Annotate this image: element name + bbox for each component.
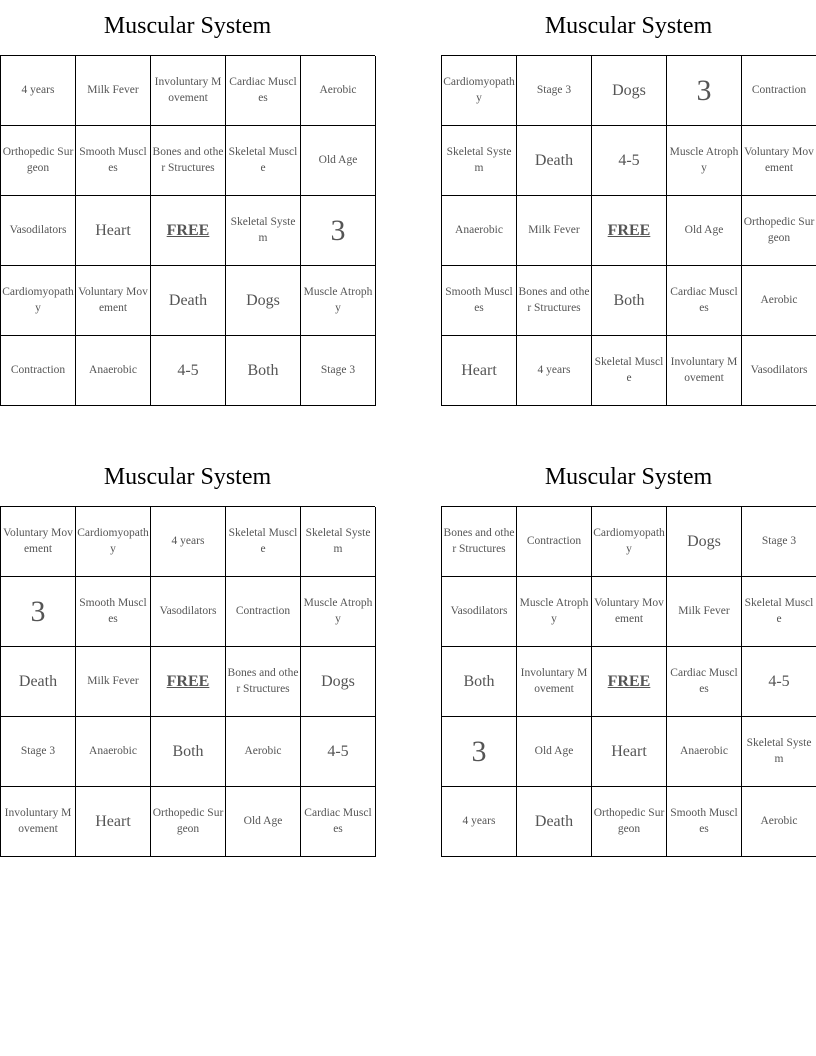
bingo-cell: Stage 3 — [517, 56, 592, 126]
bingo-cell: Skeletal Muscle — [226, 126, 301, 196]
bingo-cell: Both — [592, 266, 667, 336]
bingo-cell: Dogs — [226, 266, 301, 336]
bingo-grid — [441, 55, 816, 406]
bingo-cell: Skeletal System — [301, 507, 376, 577]
bingo-cell: 3 — [301, 196, 376, 266]
bingo-cell: Milk Fever — [76, 647, 151, 717]
bingo-cell: Orthopedic Surgeon — [1, 126, 76, 196]
bingo-cell: Stage 3 — [1, 717, 76, 787]
bingo-cell: Aerobic — [301, 56, 376, 126]
bingo-cell: Voluntary Movement — [592, 577, 667, 647]
bingo-cell: Involuntary Movement — [517, 647, 592, 717]
bingo-cell: 4-5 — [742, 647, 816, 717]
bingo-cell: Death — [151, 266, 226, 336]
bingo-cell: Cardiac Muscles — [667, 266, 742, 336]
bingo-cell: Milk Fever — [667, 577, 742, 647]
bingo-cell: Skeletal Muscle — [226, 507, 301, 577]
card-title: Muscular System — [544, 13, 713, 39]
bingo-cell: Bones and other Structures — [442, 507, 517, 577]
bingo-cell: Both — [151, 717, 226, 787]
bingo-cell: Muscle Atrophy — [517, 577, 592, 647]
bingo-grid — [0, 55, 375, 406]
bingo-cell: Heart — [76, 196, 151, 266]
bingo-cell: Orthopedic Surgeon — [151, 787, 226, 857]
bingo-cell: Anaerobic — [76, 336, 151, 406]
bingo-cell: Stage 3 — [742, 507, 816, 577]
bingo-cell: Voluntary Movement — [76, 266, 151, 336]
card-title: Muscular System — [103, 13, 272, 39]
bingo-cell: Dogs — [667, 507, 742, 577]
bingo-cell: 3 — [442, 717, 517, 787]
bingo-cell: Anaerobic — [76, 717, 151, 787]
bingo-cell: Vasodilators — [442, 577, 517, 647]
bingo-cell: 4 years — [151, 507, 226, 577]
bingo-cell: Skeletal System — [226, 196, 301, 266]
card-title: Muscular System — [103, 464, 272, 490]
bingo-cell: 3 — [1, 577, 76, 647]
bingo-cell: Bones and other Structures — [151, 126, 226, 196]
bingo-cell: Skeletal System — [742, 717, 816, 787]
free-space-cell: FREE — [151, 196, 226, 266]
bingo-cell: 4-5 — [301, 717, 376, 787]
bingo-cell: Cardiomyopathy — [442, 56, 517, 126]
bingo-cell: 4 years — [1, 56, 76, 126]
bingo-cell: Skeletal System — [442, 126, 517, 196]
bingo-cell: 3 — [667, 56, 742, 126]
bingo-cell: Smooth Muscles — [76, 126, 151, 196]
bingo-cell: Contraction — [742, 56, 816, 126]
bingo-cell: Stage 3 — [301, 336, 376, 406]
free-space-cell: FREE — [592, 196, 667, 266]
bingo-cell: Milk Fever — [76, 56, 151, 126]
bingo-cell: Cardiomyopathy — [1, 266, 76, 336]
bingo-cell: Cardiac Muscles — [301, 787, 376, 857]
bingo-cell: Smooth Muscles — [76, 577, 151, 647]
bingo-cell: Smooth Muscles — [667, 787, 742, 857]
bingo-cell: Orthopedic Surgeon — [592, 787, 667, 857]
bingo-card-2 — [441, 0, 816, 406]
bingo-cell: Orthopedic Surgeon — [742, 196, 816, 266]
bingo-cell: Cardiac Muscles — [667, 647, 742, 717]
bingo-cell: Old Age — [667, 196, 742, 266]
bingo-cell: Skeletal Muscle — [742, 577, 816, 647]
bingo-cell: Vasodilators — [742, 336, 816, 406]
bingo-cell: Cardiac Muscles — [226, 56, 301, 126]
bingo-cell: 4 years — [442, 787, 517, 857]
bingo-cell: Old Age — [226, 787, 301, 857]
bingo-cell: Death — [517, 126, 592, 196]
bingo-cell: Both — [226, 336, 301, 406]
bingo-cell: Muscle Atrophy — [301, 266, 376, 336]
bingo-cell: Vasodilators — [1, 196, 76, 266]
bingo-cell: Contraction — [1, 336, 76, 406]
card-title: Muscular System — [544, 464, 713, 490]
bingo-cell: Heart — [442, 336, 517, 406]
bingo-cell: Heart — [592, 717, 667, 787]
bingo-cell: Skeletal Muscle — [592, 336, 667, 406]
bingo-cell: Heart — [76, 787, 151, 857]
bingo-cell: Milk Fever — [517, 196, 592, 266]
bingo-cell: Voluntary Movement — [1, 507, 76, 577]
bingo-cell: Muscle Atrophy — [301, 577, 376, 647]
bingo-cell: Old Age — [301, 126, 376, 196]
bingo-cell: Vasodilators — [151, 577, 226, 647]
bingo-cell: Both — [442, 647, 517, 717]
bingo-cell: 4 years — [517, 336, 592, 406]
bingo-cell: Aerobic — [742, 787, 816, 857]
bingo-cell: Dogs — [592, 56, 667, 126]
bingo-grid — [441, 506, 816, 857]
bingo-cell: Cardiomyopathy — [76, 507, 151, 577]
bingo-cell: Involuntary Movement — [151, 56, 226, 126]
bingo-cell: Bones and other Structures — [226, 647, 301, 717]
bingo-grid — [0, 506, 375, 857]
bingo-cell: Anaerobic — [442, 196, 517, 266]
bingo-cell: Death — [1, 647, 76, 717]
bingo-cell: Muscle Atrophy — [667, 126, 742, 196]
bingo-cell: 4-5 — [592, 126, 667, 196]
free-space-cell: FREE — [592, 647, 667, 717]
bingo-cell: Bones and other Structures — [517, 266, 592, 336]
bingo-cell: Anaerobic — [667, 717, 742, 787]
bingo-cell: Contraction — [517, 507, 592, 577]
bingo-cell: Cardiomyopathy — [592, 507, 667, 577]
bingo-cell: Voluntary Movement — [742, 126, 816, 196]
bingo-cell: Dogs — [301, 647, 376, 717]
bingo-cell: Smooth Muscles — [442, 266, 517, 336]
bingo-cell: Old Age — [517, 717, 592, 787]
bingo-cell: Aerobic — [226, 717, 301, 787]
bingo-cell: 4-5 — [151, 336, 226, 406]
bingo-card-1 — [0, 0, 375, 406]
bingo-cell: Involuntary Movement — [667, 336, 742, 406]
bingo-card-3 — [0, 451, 375, 857]
free-space-cell: FREE — [151, 647, 226, 717]
bingo-cell: Contraction — [226, 577, 301, 647]
bingo-card-4 — [441, 451, 816, 857]
bingo-cell: Death — [517, 787, 592, 857]
bingo-cell: Involuntary Movement — [1, 787, 76, 857]
bingo-cell: Aerobic — [742, 266, 816, 336]
